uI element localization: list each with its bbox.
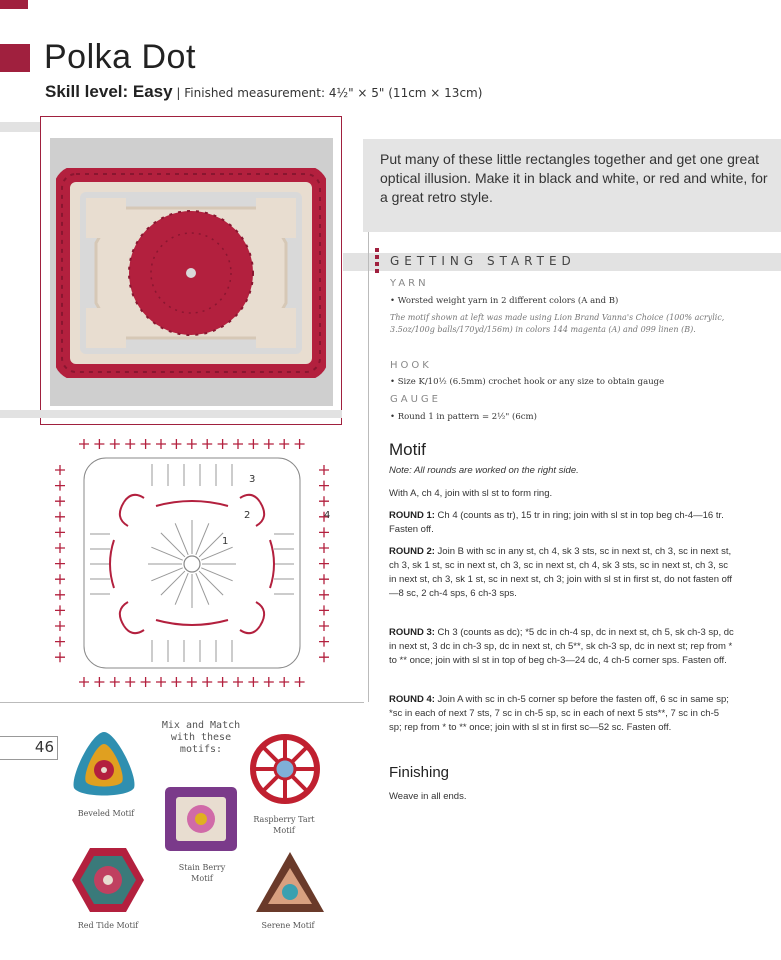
tr-stitch-symbol	[199, 571, 223, 595]
sc-stitch-symbol	[55, 621, 65, 631]
hook-item: • Size K/10½ (6.5mm) crochet hook or any size to obtain gauge	[390, 377, 665, 387]
sc-stitch-symbol	[279, 439, 289, 449]
sc-stitch-symbol	[319, 574, 329, 584]
finishing-title: Finishing	[389, 764, 450, 781]
section-marker-dots	[375, 248, 379, 274]
beveled-caption: Beveled Motif	[77, 809, 135, 818]
round-3-text: Ch 3 (counts as dc); *5 dc in ch-4 sp, dc in next st, ch 5, sk ch-3 sp, dc in next st, 3 dc in ch-3 sp, dc in next st, ch 5**, sk ch-3 sp, dc in next st; rep from * to ** once; join with sl st in top of beg ch-3—24 dc, 4 ch-5 corner sps. Fasten off.	[389, 627, 734, 666]
sc-stitch-symbol	[171, 677, 181, 687]
tr-stitch-symbol	[201, 568, 232, 581]
sc-stitch-symbol	[248, 439, 258, 449]
raspberry-caption: Raspberry Tart Motif	[253, 815, 315, 835]
round-2-text: Join B with sc in any st, ch 4, sk 3 sts, sc in next st, ch 3, sc in next st, ch 3, sk 1 st, sc in next st, ch 3, sc in next st, ch 4, sk 3 sts, sc in next st, ch 3, sc in next st, ch 3, sk 1 st, sc in next st, ch 3; join with sl st in first st, do not fasten off—8 sc, 2 ch-4 sps, 6 ch-3 sps.	[389, 546, 733, 599]
sc-stitch-symbol	[171, 439, 181, 449]
finishing-text: Weave in all ends.	[389, 791, 467, 802]
motif-photo	[56, 168, 326, 378]
sc-stitch-symbol	[187, 439, 197, 449]
sc-stitch-symbol	[55, 527, 65, 537]
page-number: 46	[34, 738, 54, 756]
tr-stitch-symbol	[175, 573, 188, 604]
round-1-label: ROUND 1:	[389, 510, 435, 521]
red-tide-motif-thumb[interactable]	[68, 844, 148, 916]
yarn-item: • Worsted weight yarn in 2 different colors (A and B)	[390, 296, 619, 306]
stain-berry-motif-thumb[interactable]	[162, 784, 240, 854]
sc-stitch-symbol	[55, 574, 65, 584]
tr-stitch-symbol	[201, 547, 232, 560]
sc-stitch-symbol	[319, 621, 329, 631]
sc-stitch-symbol	[319, 496, 329, 506]
sc-stitch-symbol	[319, 652, 329, 662]
sc-stitch-symbol	[79, 439, 89, 449]
round-1-tr-stitches	[148, 520, 236, 608]
yarn-note: The motif shown at left was made using Lion Brand Vanna's Choice (100% acrylic, 3.5oz/100g balls/170yd/156m) in colors 144 magenta (A) and 099 linen (B).	[390, 313, 725, 334]
sc-stitch-symbol	[55, 652, 65, 662]
round-4	[389, 693, 734, 735]
sc-stitch-symbol	[202, 677, 212, 687]
round-4-label: ROUND 4:	[389, 694, 435, 705]
sc-stitch-symbol	[55, 512, 65, 522]
stitch-chart	[44, 430, 340, 695]
tr-stitch-symbol	[199, 533, 223, 557]
sc-stitch-symbol	[295, 677, 305, 687]
chart-label-1: 1	[222, 536, 229, 547]
sc-stitch-symbol	[55, 637, 65, 647]
yarn-label: YARN	[390, 278, 429, 289]
sc-stitch-symbol	[94, 677, 104, 687]
round-2-label: ROUND 2:	[389, 546, 435, 557]
sc-stitch-symbol	[55, 590, 65, 600]
title-accent-block	[0, 44, 30, 72]
chart-label-3: 3	[249, 474, 256, 485]
sc-stitch-symbol	[79, 677, 89, 687]
round-1-text: Ch 4 (counts as tr), 15 tr in ring; join with sl st in top beg ch-4—16 tr. Fasten off.	[389, 510, 724, 535]
sc-stitch-symbol	[55, 543, 65, 553]
center-ring	[184, 556, 200, 572]
sc-stitch-symbol	[233, 677, 243, 687]
red-tide-caption: Red Tide Motif	[77, 921, 139, 930]
sc-stitch-symbol	[94, 439, 104, 449]
sc-stitch-symbol	[156, 439, 166, 449]
column-divider	[368, 232, 369, 702]
sc-stitch-symbol	[125, 439, 135, 449]
sc-stitch-symbol	[233, 439, 243, 449]
tr-stitch-symbol	[196, 523, 209, 554]
raspberry-motif-thumb[interactable]	[248, 732, 322, 806]
separator: |	[172, 86, 185, 100]
sc-stitch-symbol	[55, 496, 65, 506]
gauge-label: GAUGE	[390, 394, 441, 405]
sc-stitch-symbol	[279, 677, 289, 687]
sc-stitch-symbol	[110, 439, 120, 449]
sc-stitch-symbol	[319, 481, 329, 491]
skill-level: Skill level: Easy	[45, 82, 173, 101]
round-2	[389, 545, 734, 601]
round-3	[389, 626, 734, 668]
sc-stitch-symbol	[156, 677, 166, 687]
skill-row	[45, 82, 482, 102]
sc-stitch-symbol	[295, 439, 305, 449]
sc-stitch-symbol	[264, 677, 274, 687]
stain-berry-caption: Stain Berry Motif	[178, 863, 226, 883]
round-1	[389, 509, 734, 537]
sc-stitch-symbol	[125, 677, 135, 687]
chart-label-4: 4	[324, 510, 331, 521]
sc-stitch-symbol	[264, 439, 274, 449]
sc-stitch-symbol	[55, 605, 65, 615]
corner-tab	[0, 0, 28, 9]
tr-stitch-symbol	[161, 571, 185, 595]
sc-stitch-symbol	[202, 439, 212, 449]
tr-stitch-symbol	[151, 568, 182, 581]
sc-stitch-symbol	[319, 559, 329, 569]
sc-stitch-symbol	[141, 439, 151, 449]
round-4-sc-stitches	[55, 439, 329, 687]
sc-stitch-symbol	[319, 637, 329, 647]
sc-stitch-symbol	[110, 677, 120, 687]
beveled-motif-thumb[interactable]	[66, 728, 142, 800]
serene-motif-thumb[interactable]	[252, 848, 328, 916]
tr-stitch-symbol	[151, 547, 182, 560]
round-3-dc-stitches	[90, 464, 294, 662]
sc-stitch-symbol	[319, 527, 329, 537]
sc-stitch-symbol	[319, 605, 329, 615]
sc-stitch-symbol	[55, 559, 65, 569]
gauge-item: • Round 1 in pattern = 2½" (6cm)	[390, 412, 537, 422]
sc-stitch-symbol	[218, 677, 228, 687]
round-3-label: ROUND 3:	[389, 627, 435, 638]
sc-stitch-symbol	[55, 465, 65, 475]
getting-started-title: GETTING STARTED	[390, 254, 576, 268]
motif-note: Note: All rounds are worked on the right side.	[389, 465, 579, 476]
tr-stitch-symbol	[161, 533, 185, 557]
finished-measurement: Finished measurement: 4½" × 5" (11cm × 13cm)	[184, 86, 483, 100]
motif-start: With A, ch 4, join with sl st to form ring.	[389, 488, 553, 499]
round-3-chain-outline	[84, 458, 300, 668]
sc-stitch-symbol	[248, 677, 258, 687]
intro-text: Put many of these little rectangles together and get one great optical illusion. Make it in black and white, or red and white, for a great retro style.	[380, 151, 768, 205]
sc-stitch-symbol	[319, 590, 329, 600]
sc-stitch-symbol	[55, 481, 65, 491]
chart-bottom-rule	[0, 702, 364, 703]
chart-label-2: 2	[244, 510, 251, 521]
tr-stitch-symbol	[196, 573, 209, 604]
page-title: Polka Dot	[44, 38, 196, 76]
sc-stitch-symbol	[187, 677, 197, 687]
tr-stitch-symbol	[175, 523, 188, 554]
motif-title: Motif	[389, 440, 426, 459]
mix-match-title: Mix and Match with these motifs:	[161, 720, 241, 755]
hook-label: HOOK	[390, 360, 432, 371]
sc-stitch-symbol	[319, 543, 329, 553]
round-4-text: Join A with sc in ch-5 corner sp before the fasten off, 6 sc in same sp; *sc in each of next 7 sts, 7 sc in ch-5 sp, sc in each of next 5 sts**, 7 sc in ch-5 sp; rep from * to ** once; join with sl st in first sc—52 sc. Fasten off.	[389, 694, 729, 733]
sc-stitch-symbol	[218, 439, 228, 449]
sc-stitch-symbol	[319, 465, 329, 475]
mid-gray-band	[0, 410, 342, 418]
serene-caption: Serene Motif	[261, 921, 315, 930]
sc-stitch-symbol	[141, 677, 151, 687]
